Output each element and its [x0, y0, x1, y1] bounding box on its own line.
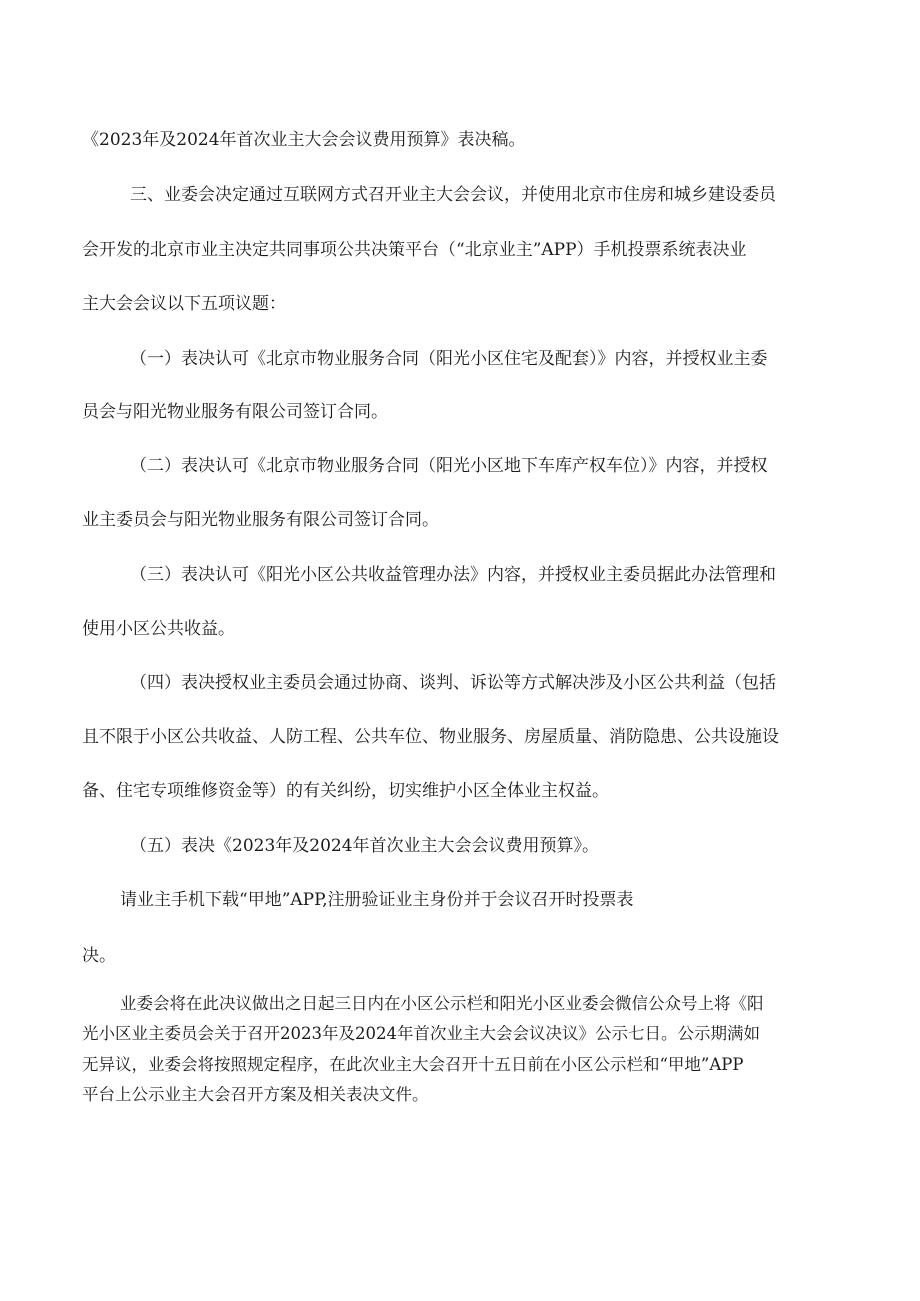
p2-line-2: 决。	[82, 946, 116, 966]
p0-line-1: 《2023年及2024年首次业主大会会议费用预算》表决稿。	[82, 130, 526, 150]
p3-line-4: 平台上公示业主大会召开方案及相关表决文件。	[82, 1085, 429, 1104]
item2-line-1: （二）表决认可《北京市物业服务合同（阳光小区地下车库产权车位）》内容，并授权	[130, 456, 768, 476]
p1-line-1: 三、业委会决定通过互联网方式召开业主大会会议，并使用北京市住房和城乡建设委员	[130, 185, 776, 205]
p2-line-1: 请业主手机下载“甲地”APP,注册验证业主身份并于会议召开时投票表	[120, 890, 634, 910]
item5-line-1: （五）表决《2023年及2024年首次业主大会会议费用预算》。	[130, 836, 600, 856]
p3-line-1: 业委会将在此决议做出之日起三日内在小区公示栏和阳光小区业委会微信公众号上将《阳	[120, 994, 764, 1013]
p1-line-3: 主大会会议以下五项议题：	[82, 294, 286, 314]
item2-line-2: 业主委员会与阳光物业服务有限公司签订合同。	[82, 510, 439, 530]
p3-line-3: 无异议，业委会将按照规定程序，在此次业主大会召开十五日前在小区公示栏和“甲地”APP	[82, 1055, 744, 1074]
item4-line-2: 且不限于小区公共收益、人防工程、公共车位、物业服务、房屋质量、消防隐患、公共设施设	[82, 727, 779, 747]
item3-line-1: （三）表决认可《阳光小区公共收益管理办法》内容，并授权业主委员据此办法管理和	[130, 565, 776, 585]
item4-line-1: （四）表决授权业主委员会通过协商、谈判、诉讼等方式解决涉及小区公共利益（包括	[130, 673, 776, 693]
p1-line-2: 会开发的北京市业主决定共同事项公共决策平台（“北京业主”APP）手机投票系统表决业	[82, 240, 747, 260]
p3-line-2: 光小区业主委员会关于召开2023年及2024年首次业主大会会议决议》公示七日。公示期满如	[82, 1024, 760, 1043]
item1-line-2: 员会与阳光物业服务有限公司签订合同。	[82, 402, 388, 422]
item3-line-2: 使用小区公共收益。	[82, 619, 235, 639]
item1-line-1: （一）表决认可《北京市物业服务合同（阳光小区住宅及配套）》内容，并授权业主委	[130, 349, 768, 369]
item4-line-3: 备、住宅专项维修资金等）的有关纠纷，切实维护小区全体业主权益。	[82, 781, 609, 801]
